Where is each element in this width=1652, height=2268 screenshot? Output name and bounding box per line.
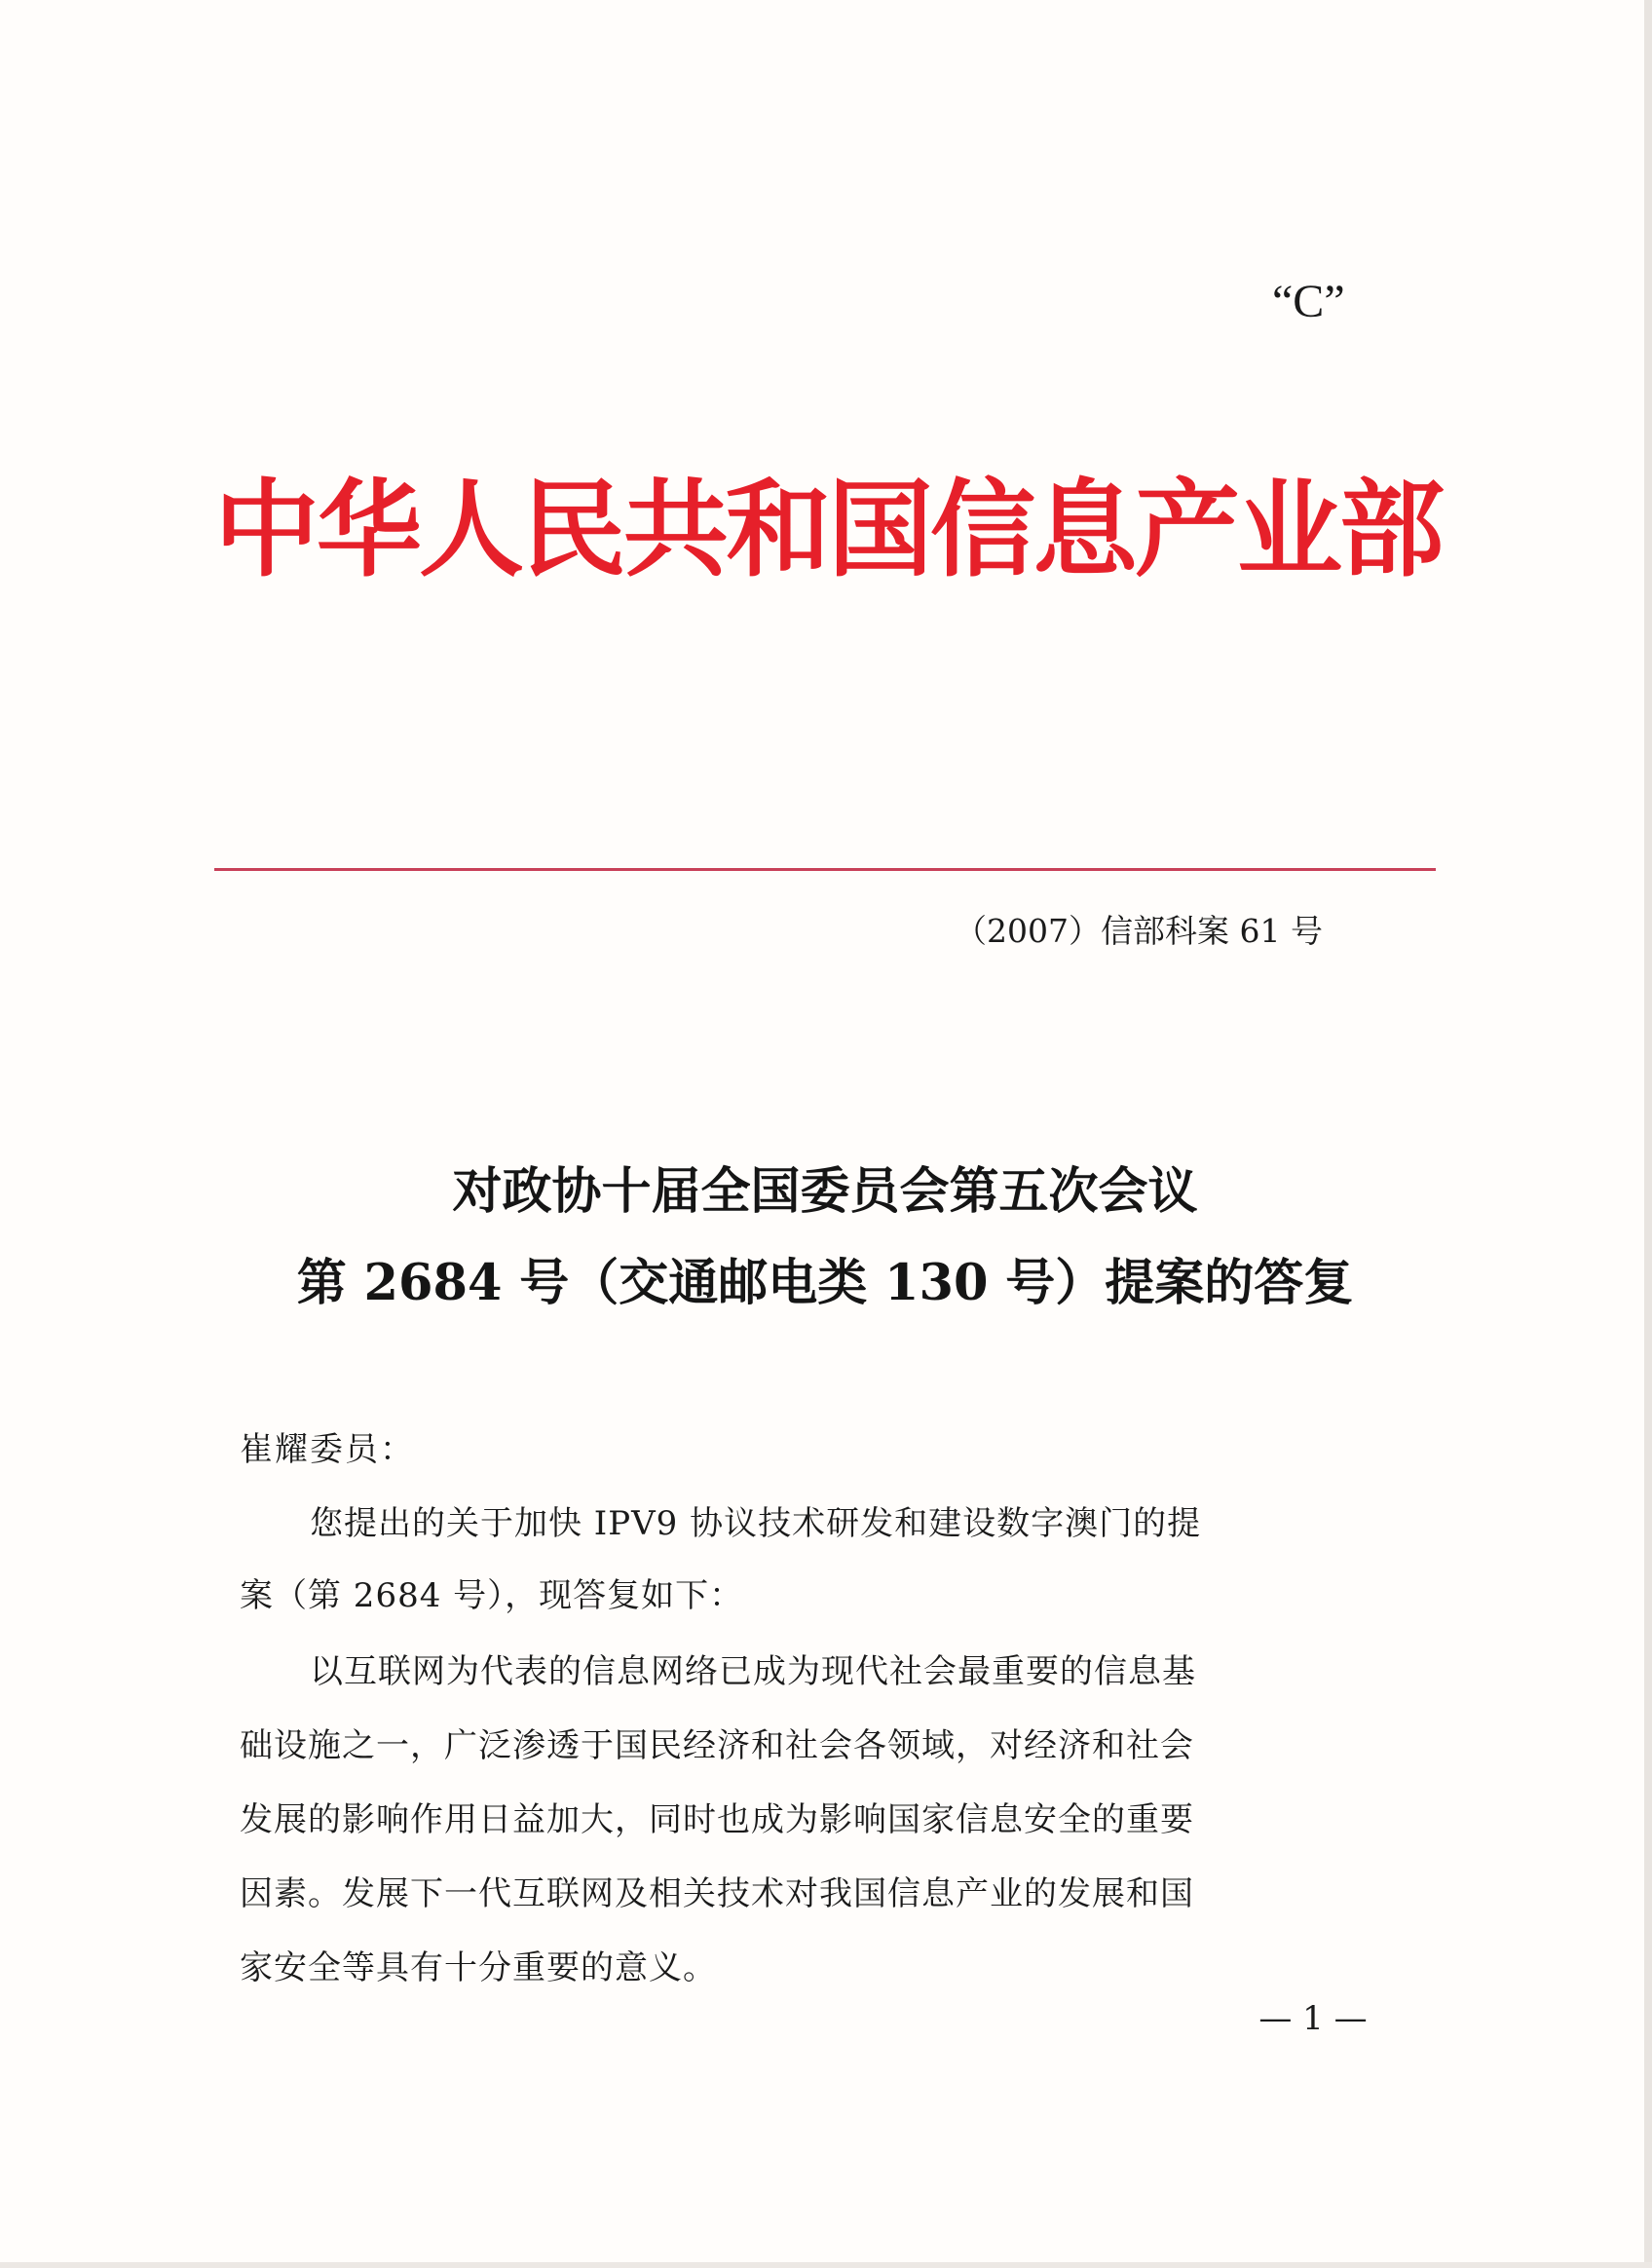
page-number: — 1 —	[1258, 1999, 1368, 2038]
body-line: 发展的影响作用日益加大，同时也成为影响国家信息安全的重要	[240, 1800, 1194, 1839]
body-line: 案（第 2684 号），现答复如下：	[240, 1576, 744, 1615]
body-line: 您提出的关于加快 IPV9 协议技术研发和建设数字澳门的提	[310, 1504, 1202, 1543]
body-line: 以互联网为代表的信息网络已成为现代社会最重要的信息基	[310, 1652, 1196, 1691]
document-number: （2007）信部科案 61 号	[955, 912, 1323, 950]
salutation: 崔耀委员：	[240, 1430, 415, 1469]
body-line: 家安全等具有十分重要的意义。	[240, 1948, 717, 1987]
body-line: 因素。发展下一代互联网及相关技术对我国信息产业的发展和国	[240, 1874, 1194, 1913]
issuing-authority-header: 中华人民共和国信息产业部	[214, 469, 1443, 591]
red-separator-rule	[214, 868, 1436, 871]
paper-bottom-edge	[0, 2262, 1652, 2268]
document-title-line-1: 对政协十届全国委员会第五次会议	[452, 1162, 1198, 1221]
paper-edge-shadow	[1644, 0, 1652, 2268]
document-title-line-2: 第 2684 号（交通邮电类 130 号）提案的答复	[296, 1254, 1354, 1312]
classification-mark: “C”	[1272, 276, 1345, 327]
body-line: 础设施之一，广泛渗透于国民经济和社会各领域，对经济和社会	[240, 1726, 1194, 1765]
